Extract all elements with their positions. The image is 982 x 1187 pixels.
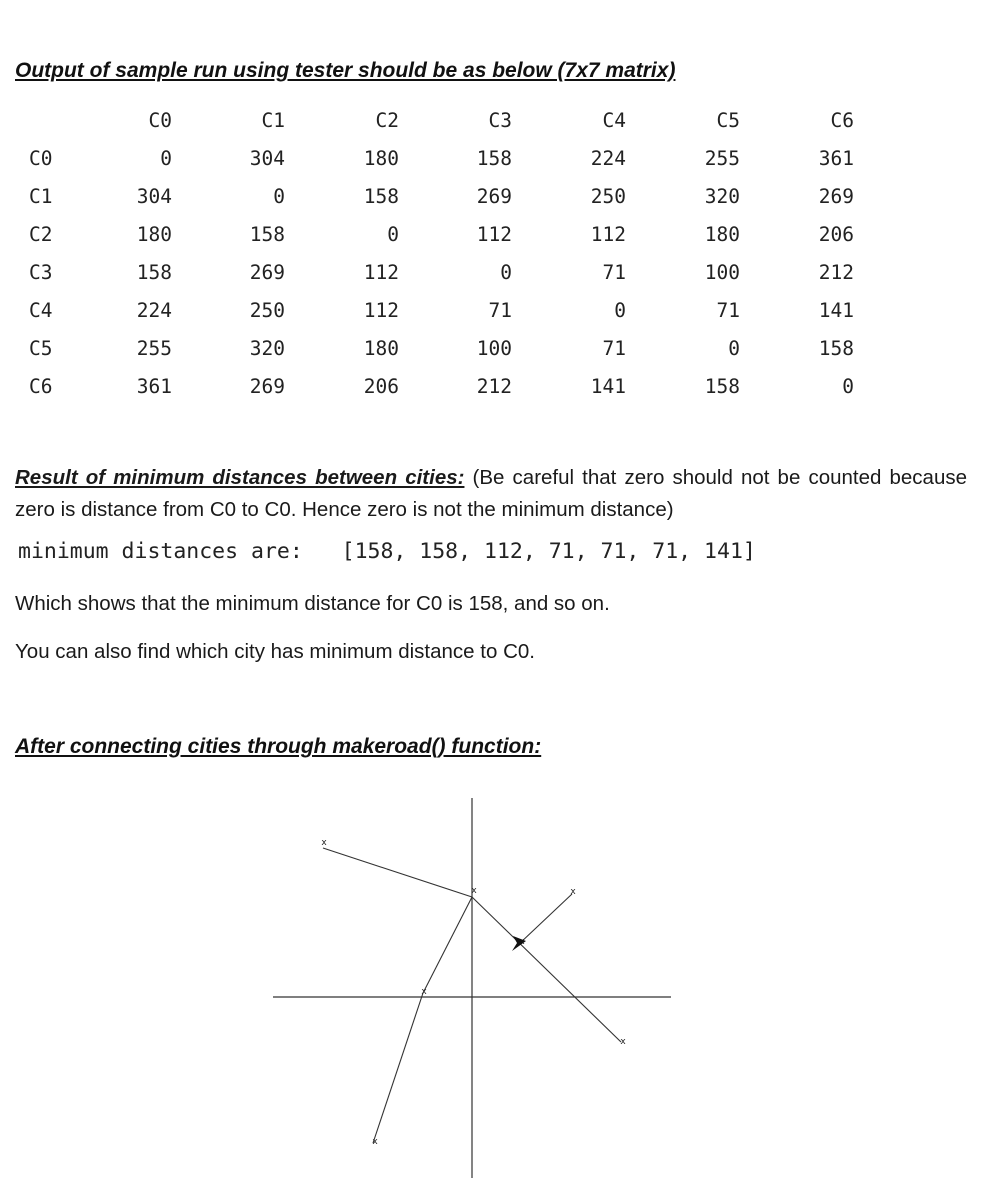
matrix-cell: 158 — [363, 185, 399, 208]
city-marker: x — [620, 1037, 626, 1047]
matrix-cell: 71 — [488, 299, 512, 322]
result-note: (Be careful that zero should not be counted because zero is distance from C0 to C0. Hence zero is not the minimum distance) — [15, 466, 967, 521]
matrix-heading: Output of sample run using tester should be as below (7x7 matrix) — [15, 59, 676, 82]
row-header: C5 — [29, 337, 53, 360]
matrix-cell: 112 — [590, 223, 626, 246]
road-plot — [0, 780, 982, 1187]
road-line — [519, 894, 572, 944]
matrix-cell: 112 — [363, 261, 399, 284]
column-header: C5 — [716, 109, 740, 132]
city-marker: x — [570, 887, 576, 897]
matrix-cell: 304 — [136, 185, 172, 208]
matrix-cell: 224 — [590, 147, 626, 170]
matrix-cell: 112 — [363, 299, 399, 322]
matrix-cell: 141 — [590, 375, 626, 398]
city-marker: x — [471, 886, 477, 896]
minimum-distances-values: [158, 158, 112, 71, 71, 71, 141] — [341, 539, 756, 564]
row-header: C2 — [29, 223, 53, 246]
matrix-cell: 255 — [704, 147, 740, 170]
extra-text: You can also find which city has minimum distance to C0. — [15, 640, 535, 663]
matrix-cell: 0 — [842, 375, 854, 398]
matrix-cell: 269 — [818, 185, 854, 208]
matrix-cell: 158 — [818, 337, 854, 360]
matrix-cell: 112 — [476, 223, 512, 246]
minimum-distances-output — [18, 539, 756, 564]
row-header: C0 — [29, 147, 53, 170]
matrix-cell: 158 — [249, 223, 285, 246]
matrix-cell: 269 — [476, 185, 512, 208]
matrix-cell: 206 — [363, 375, 399, 398]
matrix-cell: 0 — [614, 299, 626, 322]
minimum-distances-label: minimum distances are: — [18, 539, 303, 564]
matrix-cell: 304 — [249, 147, 285, 170]
city-marker: x — [372, 1137, 378, 1147]
matrix-cell: 71 — [602, 261, 626, 284]
city-marker: x — [321, 838, 327, 848]
matrix-cell: 212 — [476, 375, 512, 398]
matrix-cell: 71 — [602, 337, 626, 360]
matrix-cell: 141 — [818, 299, 854, 322]
road-line — [323, 848, 472, 897]
matrix-cell: 158 — [476, 147, 512, 170]
matrix-cell: 100 — [476, 337, 512, 360]
matrix-cell: 250 — [590, 185, 626, 208]
row-header: C4 — [29, 299, 53, 322]
matrix-cell: 320 — [249, 337, 285, 360]
row-header: C1 — [29, 185, 53, 208]
column-header: C6 — [830, 109, 854, 132]
road-line — [373, 993, 423, 1143]
result-heading: Result of minimum distances between cities: — [15, 466, 465, 489]
matrix-cell: 255 — [136, 337, 172, 360]
matrix-cell: 361 — [818, 147, 854, 170]
matrix-cell: 269 — [249, 375, 285, 398]
matrix-cell: 180 — [704, 223, 740, 246]
result-paragraph — [15, 462, 967, 526]
matrix-cell: 0 — [273, 185, 285, 208]
matrix-cell: 158 — [136, 261, 172, 284]
matrix-cell: 0 — [500, 261, 512, 284]
city-marker: x — [421, 987, 427, 997]
matrix-cell: 224 — [136, 299, 172, 322]
matrix-cell: 100 — [704, 261, 740, 284]
road-line — [423, 897, 472, 993]
city-markers — [321, 838, 626, 1147]
matrix-cell: 0 — [387, 223, 399, 246]
column-header: C1 — [261, 109, 285, 132]
row-header: C3 — [29, 261, 53, 284]
matrix-cell: 0 — [728, 337, 740, 360]
column-header: C4 — [602, 109, 626, 132]
column-header: C3 — [488, 109, 512, 132]
matrix-cell: 71 — [716, 299, 740, 322]
matrix-cell: 212 — [818, 261, 854, 284]
matrix-cell: 269 — [249, 261, 285, 284]
row-header: C6 — [29, 375, 53, 398]
matrix-cell: 180 — [363, 337, 399, 360]
matrix-cell: 320 — [704, 185, 740, 208]
column-header: C2 — [375, 109, 399, 132]
matrix-cell: 206 — [818, 223, 854, 246]
distance-matrix — [0, 0, 982, 420]
matrix-cell: 250 — [249, 299, 285, 322]
matrix-cell: 0 — [160, 147, 172, 170]
matrix-cell: 158 — [704, 375, 740, 398]
roads-heading: After connecting cities through makeroad() function: — [15, 735, 542, 758]
explanation-text: Which shows that the minimum distance for C0 is 158, and so on. — [15, 592, 610, 615]
column-header: C0 — [148, 109, 172, 132]
matrix-cell: 180 — [136, 223, 172, 246]
matrix-cell: 361 — [136, 375, 172, 398]
matrix-cell: 180 — [363, 147, 399, 170]
